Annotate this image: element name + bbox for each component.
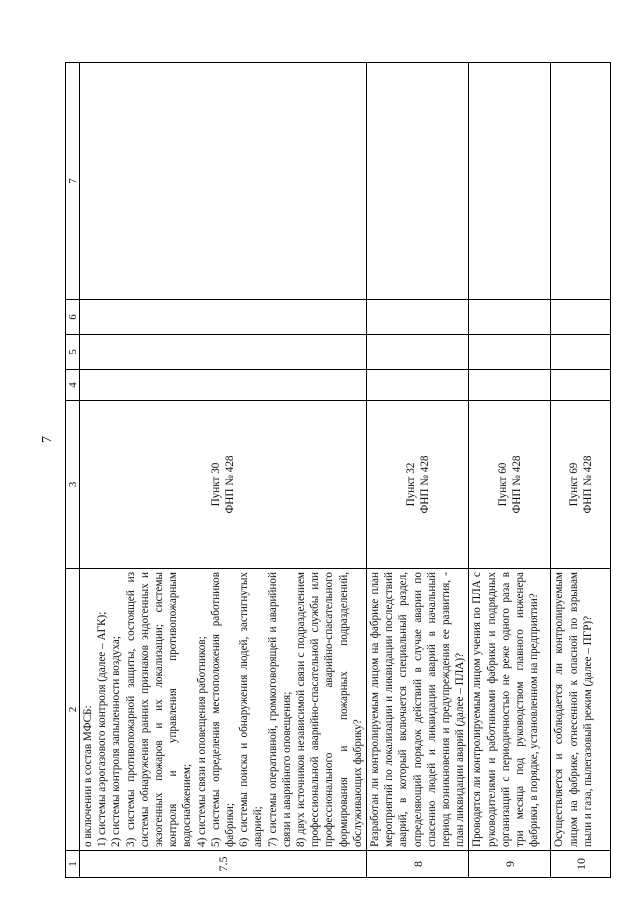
- rotated-table-container: [65, 63, 595, 878]
- col-header-6: 6: [66, 300, 80, 335]
- question-line: 5) системы определения местоположения работников фабрики;: [209, 572, 237, 847]
- empty-cell: [80, 63, 367, 300]
- question-line: Осуществляется и соблюдается ли контролируемым лицом на фабрике, отнесенной к опасной по взрывам пыли и газа, пылегазовый режим (далее – ПГР)?: [553, 572, 594, 847]
- question-line: 6) системы поиска и обнаружения людей, застигнутых аварией;: [238, 572, 265, 847]
- reference-cell: [367, 401, 469, 569]
- col-header-1: 1: [66, 851, 80, 878]
- question-line: 4) системы связи и оповещения работников;: [195, 636, 208, 847]
- table-row: [80, 63, 367, 878]
- question-line: 3) системы противопожарной защиты, состоящей из системы обнаружения ранних признаков эндогенных и экзогенных пожаров и их локализации; системы контроля и управления противопожарным водоснабжением;: [124, 572, 194, 847]
- empty-cell: [367, 335, 469, 370]
- empty-cell: [469, 63, 551, 300]
- empty-cell: [469, 300, 551, 335]
- col-header-2: 2: [66, 569, 80, 851]
- empty-cell: [551, 370, 611, 401]
- reference-point: Пункт 30: [209, 462, 222, 507]
- reference-doc: ФНП № 428: [581, 455, 594, 514]
- table-row: [469, 63, 551, 878]
- checklist-table: [65, 62, 611, 878]
- empty-cell: [551, 63, 611, 300]
- reference-point: Пункт 32: [404, 462, 417, 507]
- question-line: о включении в состав МФСБ:: [82, 705, 94, 847]
- question-text: [551, 569, 611, 851]
- reference-point: Пункт 69: [567, 462, 580, 507]
- row-number: 10: [551, 851, 611, 878]
- col-header-4: 4: [66, 370, 80, 401]
- row-number: 7.5: [80, 851, 367, 878]
- question-line: 1) системы аэрогазового контроля (далее – АГК);: [96, 611, 109, 847]
- question-line: 2) системы контроля запыленности воздуха;: [110, 636, 123, 847]
- row-number: 9: [469, 851, 551, 878]
- empty-cell: [80, 335, 367, 370]
- empty-cell: [551, 300, 611, 335]
- empty-cell: [367, 63, 469, 300]
- empty-cell: [367, 370, 469, 401]
- reference-cell: [469, 401, 551, 569]
- question-text: [469, 569, 551, 851]
- reference-doc: ФНП № 428: [224, 455, 237, 514]
- question-text: [80, 569, 367, 851]
- col-header-5: 5: [66, 335, 80, 370]
- reference-doc: ФНП № 428: [418, 455, 431, 514]
- empty-cell: [469, 370, 551, 401]
- col-header-3: 3: [66, 401, 80, 569]
- reference-cell: [80, 401, 367, 569]
- table-row: [551, 63, 611, 878]
- col-header-7: 7: [66, 63, 80, 300]
- empty-cell: [80, 300, 367, 335]
- empty-cell: [367, 300, 469, 335]
- reference-point: Пункт 60: [496, 462, 509, 507]
- empty-cell: [551, 335, 611, 370]
- question-line: Проводятся ли контролируемым лицом учения по ПЛА с руководителями и работниками фабрики и подрядных организаций с периодичностью не реже одного раза в три месяца под руководством главного инженера фабрики, в порядке, установленном на предприятии?: [471, 572, 541, 847]
- header-row: [66, 63, 80, 878]
- row-number: 8: [367, 851, 469, 878]
- empty-cell: [469, 335, 551, 370]
- question-line: Разработан ли контролируемым лицом на фабрике план мероприятий по локализации и ликвидации последствий аварий, в который включается специальный раздел, определяющий порядок действий в случае аварии по спасению людей и ликвидации аварий в начальный период возникновения и предупреждения ее развития, - план ликвидации аварий (далее – ПЛА)?: [369, 572, 467, 847]
- page-number: 7: [40, 436, 55, 443]
- empty-cell: [80, 370, 367, 401]
- question-line: 8) двух источников независимой связи с подразделением профессиональной аварийно-спасательной службы или профессионального аварийно-спасательного формирования и пожарных подразделений, обслуживающих фабрику?: [295, 572, 364, 847]
- reference-doc: ФНП № 428: [510, 455, 523, 514]
- table-row: [367, 63, 469, 878]
- reference-cell: [551, 401, 611, 569]
- question-line: 7) системы оперативной, громкоговорящей и аварийной связи и аварийного оповещения;: [266, 572, 293, 847]
- question-text: [367, 569, 469, 851]
